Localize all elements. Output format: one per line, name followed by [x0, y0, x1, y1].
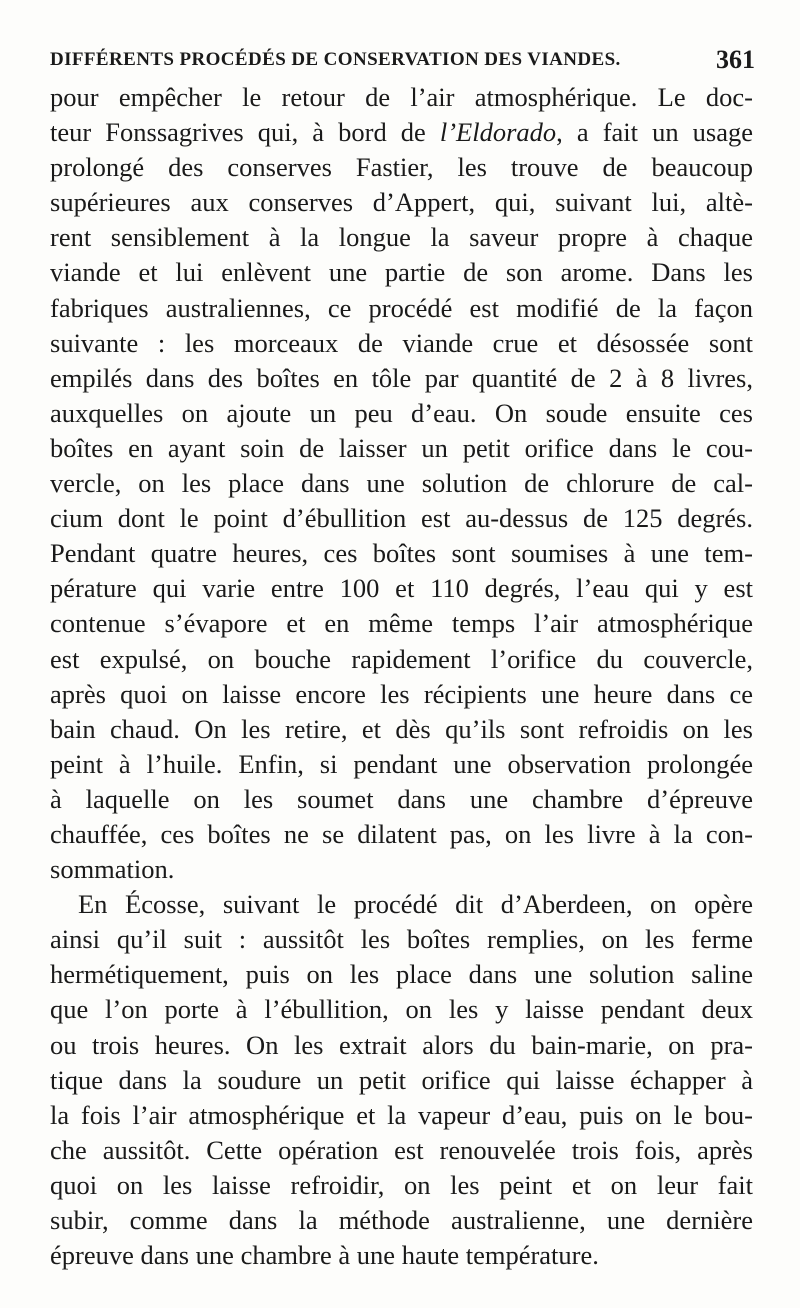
text-line: tique dans la soudure un petit orifice qui laisse échapper à [50, 1064, 753, 1095]
text-fragment: , a fait un usage [556, 117, 753, 148]
text-line: est expulsé, on bouche rapidement l’orifice du couvercle, [50, 643, 753, 674]
text-line: che aussitôt. Cette opération est renouvelée trois fois, après [50, 1134, 753, 1165]
text-line: cium dont le point d’ébullition est au-dessus de 125 degrés. [50, 503, 753, 534]
text-line: ainsi qu’il suit : aussitôt les boîtes remplies, on les ferme [50, 924, 753, 955]
text-line: rent sensiblement à la longue la saveur propre à chaque [50, 222, 753, 253]
text-line: chauffée, ces boîtes ne se dilatent pas, on les livre à la con- [50, 818, 753, 849]
text-line: contenue s’évapore et en même temps l’air atmosphérique [50, 608, 753, 639]
paragraph-start-line: En Écosse, suivant le procédé dit d’Aberdeen, on opère [78, 889, 753, 920]
text-line: boîtes en ayant soin de laisser un petit orifice dans le cou- [50, 432, 753, 463]
text-line: sommation. [50, 854, 175, 885]
text-line: quoi on les laisse refroidir, on les peint et on leur fait [50, 1169, 753, 1200]
text-line: viande et lui enlèvent une partie de son arome. Dans les [50, 257, 753, 288]
text-line: empilés dans des boîtes en tôle par quantité de 2 à 8 livres, [50, 362, 753, 393]
text-line: après quoi on laisse encore les récipients une heure dans ce [50, 678, 753, 709]
text-line: bain chaud. On les retire, et dès qu’ils sont refroidis on les [50, 713, 753, 744]
text-line: ou trois heures. On les extrait alors du bain-marie, on pra- [50, 1029, 753, 1060]
text-line: que l’on porte à l’ébullition, on les y laisse pendant deux [50, 994, 753, 1025]
running-title: DIFFÉRENTS PROCÉDÉS DE CONSERVATION DES VIANDES. [50, 49, 621, 70]
italic-ship-name: l’Eldorado [439, 117, 557, 148]
text-line: à laquelle on les soumet dans une chambre d’épreuve [50, 783, 753, 814]
text-line [50, 115, 753, 150]
text-line: pour empêcher le retour de l’air atmosphérique. Le doc- [50, 82, 753, 112]
text-line: fabriques australiennes, ce procédé est modifié de la façon [50, 292, 753, 323]
text-line: pérature qui varie entre 100 et 110 degrés, l’eau qui y est [50, 573, 753, 604]
text-line: suivante : les morceaux de viande crue et désossée sont [50, 327, 753, 358]
text-line: vercle, on les place dans une solution de chlorure de cal- [50, 468, 753, 499]
page-header [50, 40, 755, 80]
page-number: 361 [716, 45, 755, 74]
text-fragment: teur Fonssagrives qui, à bord de [50, 117, 440, 148]
text-line: la fois l’air atmosphérique et la vapeur d’eau, puis on le bou- [50, 1099, 753, 1130]
text-line: prolongé des conserves Fastier, les trouve de beaucoup [50, 152, 753, 183]
text-line: peint à l’huile. Enfin, si pendant une observation prolongée [50, 748, 753, 779]
text-line: épreuve dans une chambre à une haute température. [50, 1240, 599, 1271]
text-line: auxquelles on ajoute un peu d’eau. On soude ensuite ces [50, 397, 753, 428]
text-line: subir, comme dans la méthode australienne, une dernière [50, 1205, 753, 1235]
text-line: Pendant quatre heures, ces boîtes sont soumises à une tem- [50, 538, 753, 569]
text-line: supérieures aux conserves d’Appert, qui, suivant lui, altè- [50, 187, 753, 218]
body-text [50, 80, 753, 1273]
text-line: hermétiquement, puis on les place dans une solution saline [50, 959, 753, 990]
